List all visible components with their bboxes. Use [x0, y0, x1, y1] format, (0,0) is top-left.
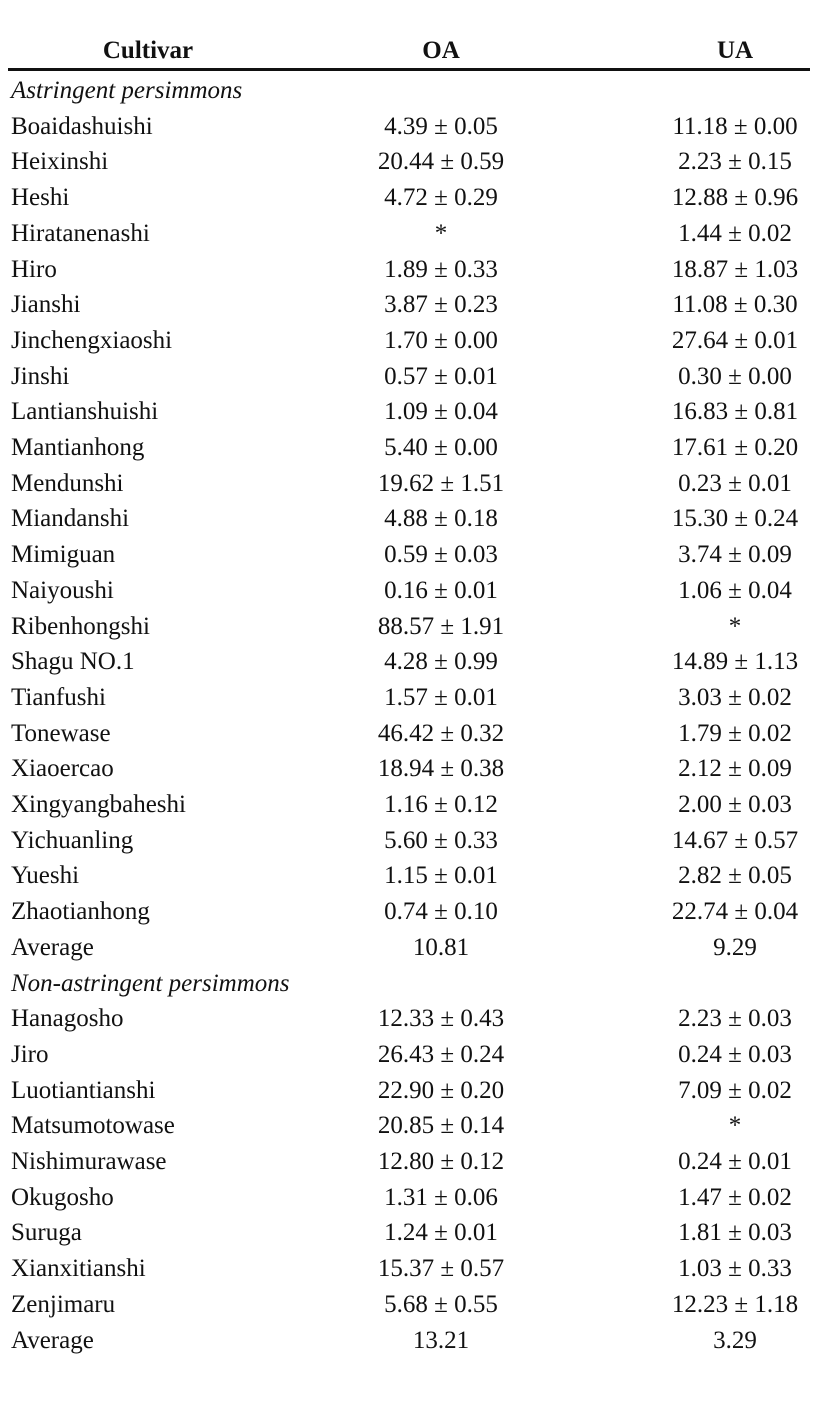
ua-cell: 1.03 ± 0.33 [678, 1255, 792, 1283]
ua-cell: 14.89 ± 1.13 [671, 648, 799, 676]
table-row [0, 323, 820, 358]
table-row [0, 216, 820, 251]
ua-cell: 22.74 ± 0.04 [671, 898, 799, 926]
group-heading [0, 73, 820, 108]
header-rule [8, 68, 810, 71]
ua-cell: 9.29 [713, 933, 757, 961]
ua-cell: 3.29 [713, 1326, 757, 1354]
cultivar-cell: Miandanshi [11, 505, 130, 533]
oa-cell: 3.87 ± 0.23 [384, 291, 498, 319]
average-row [0, 930, 820, 965]
cultivar-cell: Tonewase [11, 719, 111, 747]
table-row [0, 359, 820, 394]
cultivar-cell: Tianfushi [11, 683, 106, 711]
ua-cell: 1.79 ± 0.02 [678, 719, 792, 747]
table-row [0, 1037, 820, 1072]
cultivar-cell: Hiratanenashi [11, 219, 150, 247]
oa-cell: 0.59 ± 0.03 [384, 541, 498, 569]
oa-cell: 0.16 ± 0.01 [384, 576, 498, 604]
ua-cell: 11.18 ± 0.00 [672, 112, 798, 140]
oa-cell: 4.28 ± 0.99 [384, 648, 498, 676]
group-heading-label: Non-astringent persimmons [11, 969, 290, 997]
column-header-oa: OA [422, 37, 460, 64]
cultivar-cell: Xianxitianshi [11, 1255, 146, 1283]
oa-cell: 1.09 ± 0.04 [384, 398, 498, 426]
oa-cell: 1.57 ± 0.01 [384, 683, 498, 711]
ua-cell: 7.09 ± 0.02 [678, 1076, 792, 1104]
ua-cell: 2.12 ± 0.09 [678, 755, 792, 783]
cultivar-cell: Shagu NO.1 [11, 648, 135, 676]
ua-cell: 14.67 ± 0.57 [671, 826, 799, 854]
table-row [0, 1251, 820, 1286]
cultivar-cell: Naiyoushi [11, 576, 114, 604]
table-row [0, 716, 820, 751]
cultivar-cell: Mantianhong [11, 434, 145, 461]
table-row [0, 644, 820, 679]
oa-cell: 4.39 ± 0.05 [384, 112, 498, 140]
table-row [0, 287, 820, 322]
ua-cell: 11.08 ± 0.30 [672, 291, 798, 319]
oa-cell: 20.85 ± 0.14 [377, 1112, 505, 1140]
oa-cell: 15.37 ± 0.57 [377, 1255, 505, 1283]
cultivar-cell: Average [11, 933, 94, 961]
table-row [0, 858, 820, 893]
table-row [0, 1180, 820, 1215]
ua-cell: 3.74 ± 0.09 [678, 541, 792, 569]
ua-cell: 1.47 ± 0.02 [678, 1183, 792, 1211]
table-row [0, 1073, 820, 1108]
group-heading [0, 966, 820, 1001]
table-row [0, 144, 820, 179]
ua-cell: 0.24 ± 0.01 [678, 1148, 792, 1175]
cultivar-cell: Suruga [11, 1219, 82, 1247]
table-row [0, 787, 820, 822]
ua-cell: * [728, 1112, 742, 1140]
cultivar-cell: Zenjimaru [11, 1290, 116, 1318]
ua-cell: 0.30 ± 0.00 [678, 362, 792, 390]
oa-cell: 1.24 ± 0.01 [384, 1219, 498, 1247]
table-row [0, 823, 820, 858]
table-row [0, 466, 820, 501]
oa-cell: 1.31 ± 0.06 [384, 1183, 498, 1211]
ua-cell: 1.06 ± 0.04 [678, 576, 792, 604]
ua-cell: 1.81 ± 0.03 [678, 1219, 792, 1247]
cultivar-cell: Jiro [11, 1040, 49, 1068]
cultivar-cell: Nishimurawase [11, 1148, 167, 1175]
table-row [0, 252, 820, 287]
table-row [0, 394, 820, 429]
oa-cell: 1.15 ± 0.01 [384, 862, 498, 890]
cultivar-cell: Jinshi [11, 362, 70, 390]
table-row [0, 1215, 820, 1250]
cultivar-cell: Hanagosho [11, 1005, 124, 1033]
ua-cell: 2.23 ± 0.03 [678, 1005, 792, 1033]
column-header-ua: UA [716, 37, 754, 64]
oa-cell: 13.21 [412, 1326, 470, 1354]
oa-cell: 19.62 ± 1.51 [377, 469, 505, 497]
ua-cell: * [728, 612, 742, 640]
cultivar-cell: Heixinshi [11, 148, 109, 176]
table-row [0, 1287, 820, 1322]
table-row [0, 751, 820, 786]
table-row [0, 609, 820, 644]
ua-cell: 2.00 ± 0.03 [678, 791, 792, 818]
table-header [0, 34, 820, 68]
ua-cell: 27.64 ± 0.01 [671, 326, 799, 354]
oa-cell: 4.72 ± 0.29 [384, 184, 498, 212]
table-row [0, 180, 820, 215]
oa-cell: 4.88 ± 0.18 [384, 505, 498, 533]
oa-cell: * [434, 219, 448, 247]
table-row [0, 573, 820, 608]
table-row [0, 894, 820, 929]
ua-cell: 18.87 ± 1.03 [671, 255, 799, 283]
cultivar-cell: Boaidashuishi [11, 112, 153, 140]
cultivar-cell: Lantianshuishi [11, 398, 159, 426]
cultivar-cell: Ribenhongshi [11, 612, 150, 640]
table-row [0, 1001, 820, 1036]
table-row [0, 430, 820, 465]
cultivar-cell: Yueshi [11, 862, 80, 890]
oa-cell: 5.40 ± 0.00 [384, 434, 498, 461]
cultivar-cell: Average [11, 1326, 94, 1354]
cultivar-cell: Mimiguan [11, 541, 116, 569]
oa-cell: 12.33 ± 0.43 [377, 1005, 505, 1033]
table-row [0, 680, 820, 715]
oa-cell: 10.81 [412, 933, 470, 961]
oa-cell: 18.94 ± 0.38 [377, 755, 505, 783]
ua-cell: 12.23 ± 1.18 [671, 1290, 799, 1318]
oa-cell: 88.57 ± 1.91 [377, 612, 505, 640]
group-heading-label: Astringent persimmons [11, 77, 243, 104]
cultivar-cell: Matsumotowase [11, 1112, 175, 1140]
oa-cell: 0.57 ± 0.01 [384, 362, 498, 390]
ua-cell: 12.88 ± 0.96 [671, 184, 799, 212]
table-row [0, 1108, 820, 1143]
average-row [0, 1323, 820, 1358]
cultivar-cell: Mendunshi [11, 469, 124, 497]
cultivar-cell: Xiaoercao [11, 755, 114, 783]
oa-cell: 5.60 ± 0.33 [384, 826, 498, 854]
oa-cell: 20.44 ± 0.59 [377, 148, 505, 176]
ua-cell: 16.83 ± 0.81 [671, 398, 799, 426]
oa-cell: 1.70 ± 0.00 [384, 326, 498, 354]
oa-cell: 46.42 ± 0.32 [377, 719, 505, 747]
oa-cell: 22.90 ± 0.20 [377, 1076, 505, 1104]
table-row [0, 1144, 820, 1179]
table-row [0, 537, 820, 572]
cultivar-cell: Okugosho [11, 1183, 114, 1211]
cultivar-cell: Luotiantianshi [11, 1076, 156, 1104]
column-header-cultivar: Cultivar [102, 37, 194, 64]
cultivar-cell: Zhaotianhong [11, 898, 150, 926]
cultivar-cell: Jinchengxiaoshi [11, 326, 173, 354]
ua-cell: 0.24 ± 0.03 [678, 1040, 792, 1068]
ua-cell: 2.23 ± 0.15 [678, 148, 792, 176]
table-row [0, 109, 820, 144]
ua-cell: 15.30 ± 0.24 [671, 505, 799, 533]
ua-cell: 0.23 ± 0.01 [678, 469, 792, 497]
oa-cell: 0.74 ± 0.10 [384, 898, 498, 926]
oa-cell: 26.43 ± 0.24 [377, 1040, 505, 1068]
table-row [0, 501, 820, 536]
ua-cell: 1.44 ± 0.02 [678, 219, 792, 247]
oa-cell: 5.68 ± 0.55 [384, 1290, 498, 1318]
ua-cell: 2.82 ± 0.05 [678, 862, 792, 890]
cultivar-cell: Yichuanling [11, 826, 134, 854]
cultivar-cell: Heshi [11, 184, 70, 212]
oa-cell: 1.89 ± 0.33 [384, 255, 498, 283]
cultivar-cell: Hiro [11, 255, 57, 283]
oa-cell: 12.80 ± 0.12 [377, 1148, 505, 1175]
oa-cell: 1.16 ± 0.12 [384, 791, 498, 818]
cultivar-cell: Jianshi [11, 291, 81, 319]
ua-cell: 17.61 ± 0.20 [671, 434, 799, 461]
cultivar-cell: Xingyangbaheshi [11, 791, 186, 818]
ua-cell: 3.03 ± 0.02 [678, 683, 792, 711]
